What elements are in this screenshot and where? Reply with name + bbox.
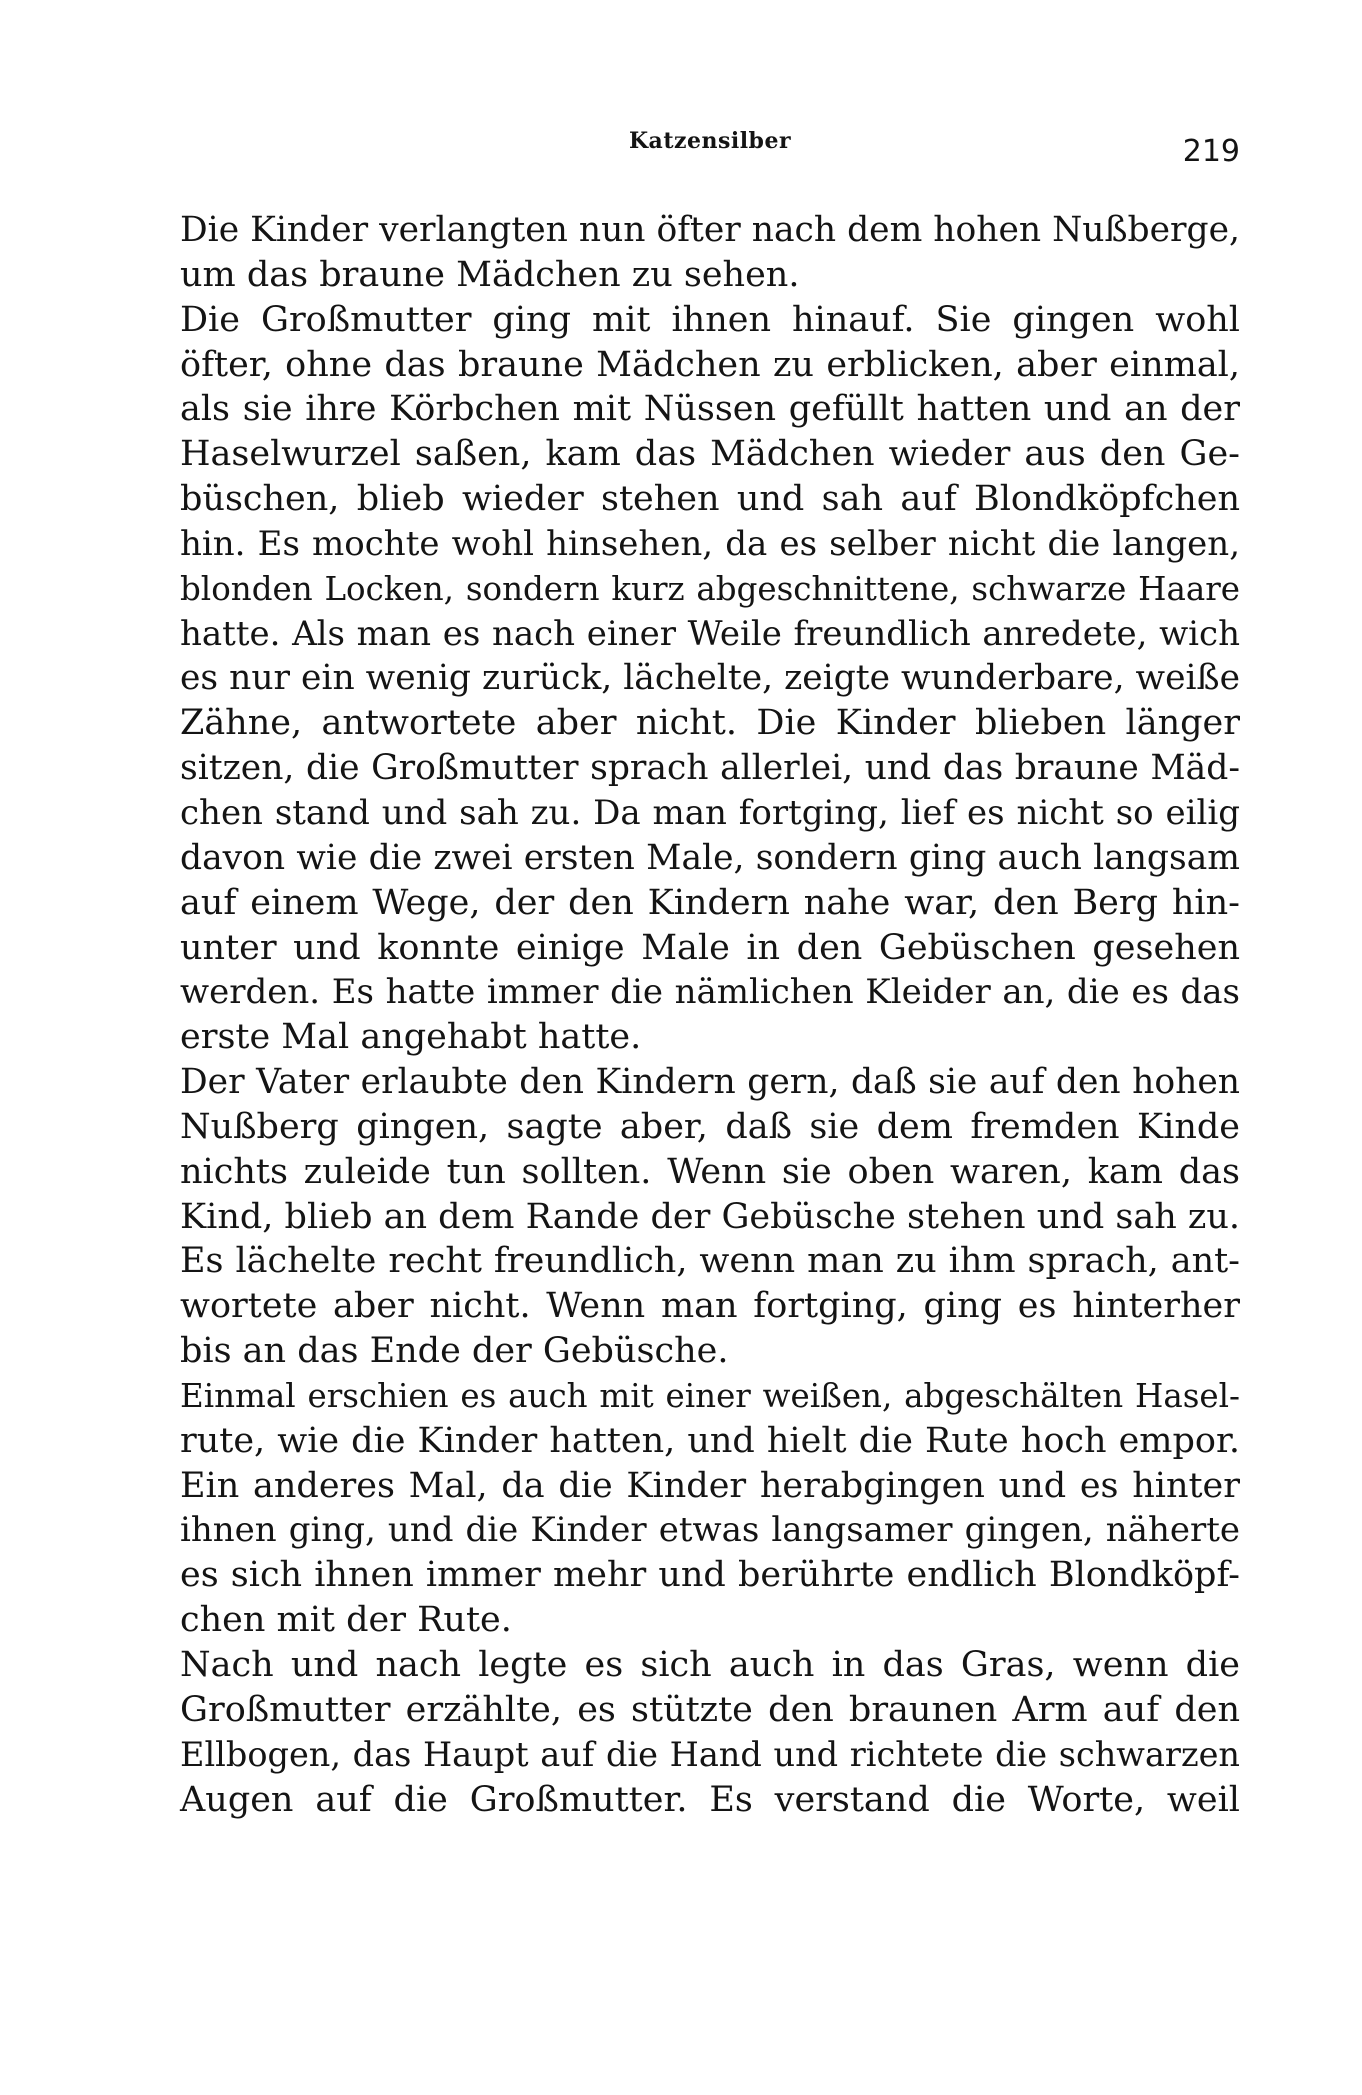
text-line: wortete aber nicht. Wenn man fortging, ging es hinterher <box>180 1286 1240 1327</box>
text-line: hatte. Als man es nach einer Weile freundlich anredete, wich <box>180 613 1240 654</box>
body-text <box>180 208 1240 1822</box>
text-line: Es lächelte recht freundlich, wenn man zu ihm sprach, ant- <box>180 1241 1240 1282</box>
text-line: büschen, blieb wieder stehen und sah auf Blondköpfchen <box>180 479 1240 520</box>
text-line: rute, wie die Kinder hatten, und hielt die Rute hoch empor. <box>180 1420 1240 1461</box>
text-line: Die Kinder verlangten nun öfter nach dem hohen Nußberge, <box>180 210 1240 250</box>
page-number: 219 <box>1182 134 1240 169</box>
text-line: Nach und nach legte es sich auch in das Gras, wenn die <box>180 1645 1240 1685</box>
text-line: Ein anderes Mal, da die Kinder herabgingen und es hinter <box>180 1465 1240 1506</box>
text-line: erste Mal angehabt hatte. <box>180 1017 642 1058</box>
text-line: unter und konnte einige Male in den Gebüschen gesehen <box>180 927 1240 968</box>
text-line: Nußberg gingen, sagte aber, daß sie dem fremden Kinde <box>180 1106 1240 1147</box>
text-line: sitzen, die Großmutter sprach allerlei, und das braune Mäd- <box>180 748 1240 789</box>
text-line: Augen auf die Großmutter. Es verstand die Worte, weil <box>180 1779 1240 1820</box>
text-line: werden. Es hatte immer die nämlichen Kleider an, die es das <box>180 972 1240 1013</box>
text-line: als sie ihre Körbchen mit Nüssen gefüllt hatten und an der <box>180 389 1240 430</box>
text-line: chen mit der Rute. <box>180 1600 512 1641</box>
text-line: bis an das Ende der Gebüsche. <box>180 1331 729 1372</box>
running-title: Katzensilber <box>628 128 792 154</box>
text-line: Kind, blieb an dem Rande der Gebüsche stehen und sah zu. <box>180 1196 1240 1237</box>
text-line: öfter, ohne das braune Mädchen zu erblicken, aber einmal, <box>180 344 1240 385</box>
running-head <box>180 128 1240 168</box>
text-line: Die Großmutter ging mit ihnen hinauf. Sie gingen wohl <box>180 299 1240 340</box>
text-line: auf einem Wege, der den Kindern nahe war, den Berg hin- <box>180 882 1240 923</box>
text-line: blonden Locken, sondern kurz abgeschnittene, schwarze Haare <box>180 569 1240 608</box>
text-line: ihnen ging, und die Kinder etwas langsamer gingen, näherte <box>180 1510 1240 1551</box>
text-line: Großmutter erzählte, es stützte den braunen Arm auf den <box>180 1689 1240 1730</box>
text-line: um das braune Mädchen zu sehen. <box>180 254 800 295</box>
text-line: es nur ein wenig zurück, lächelte, zeigte wunderbare, weiße <box>180 658 1240 699</box>
text-line: nichts zuleide tun sollten. Wenn sie oben waren, kam das <box>180 1151 1240 1192</box>
text-line: Haselwurzel saßen, kam das Mädchen wieder aus den Ge- <box>180 434 1240 475</box>
text-line: davon wie die zwei ersten Male, sondern ging auch langsam <box>180 837 1240 878</box>
text-line: Einmal erschien es auch mit einer weißen, abgeschälten Hasel- <box>180 1376 1240 1415</box>
text-line: hin. Es mochte wohl hinsehen, da es selber nicht die langen, <box>180 523 1240 564</box>
text-line: es sich ihnen immer mehr und berührte endlich Blondköpf- <box>180 1555 1240 1596</box>
text-line: Ellbogen, das Haupt auf die Hand und richtete die schwarzen <box>180 1734 1240 1774</box>
text-line: chen stand und sah zu. Da man fortging, lief es nicht so eilig <box>180 792 1240 833</box>
text-line: Der Vater erlaubte den Kindern gern, daß sie auf den hohen <box>180 1062 1240 1103</box>
text-line: Zähne, antwortete aber nicht. Die Kinder blieben länger <box>180 703 1240 744</box>
